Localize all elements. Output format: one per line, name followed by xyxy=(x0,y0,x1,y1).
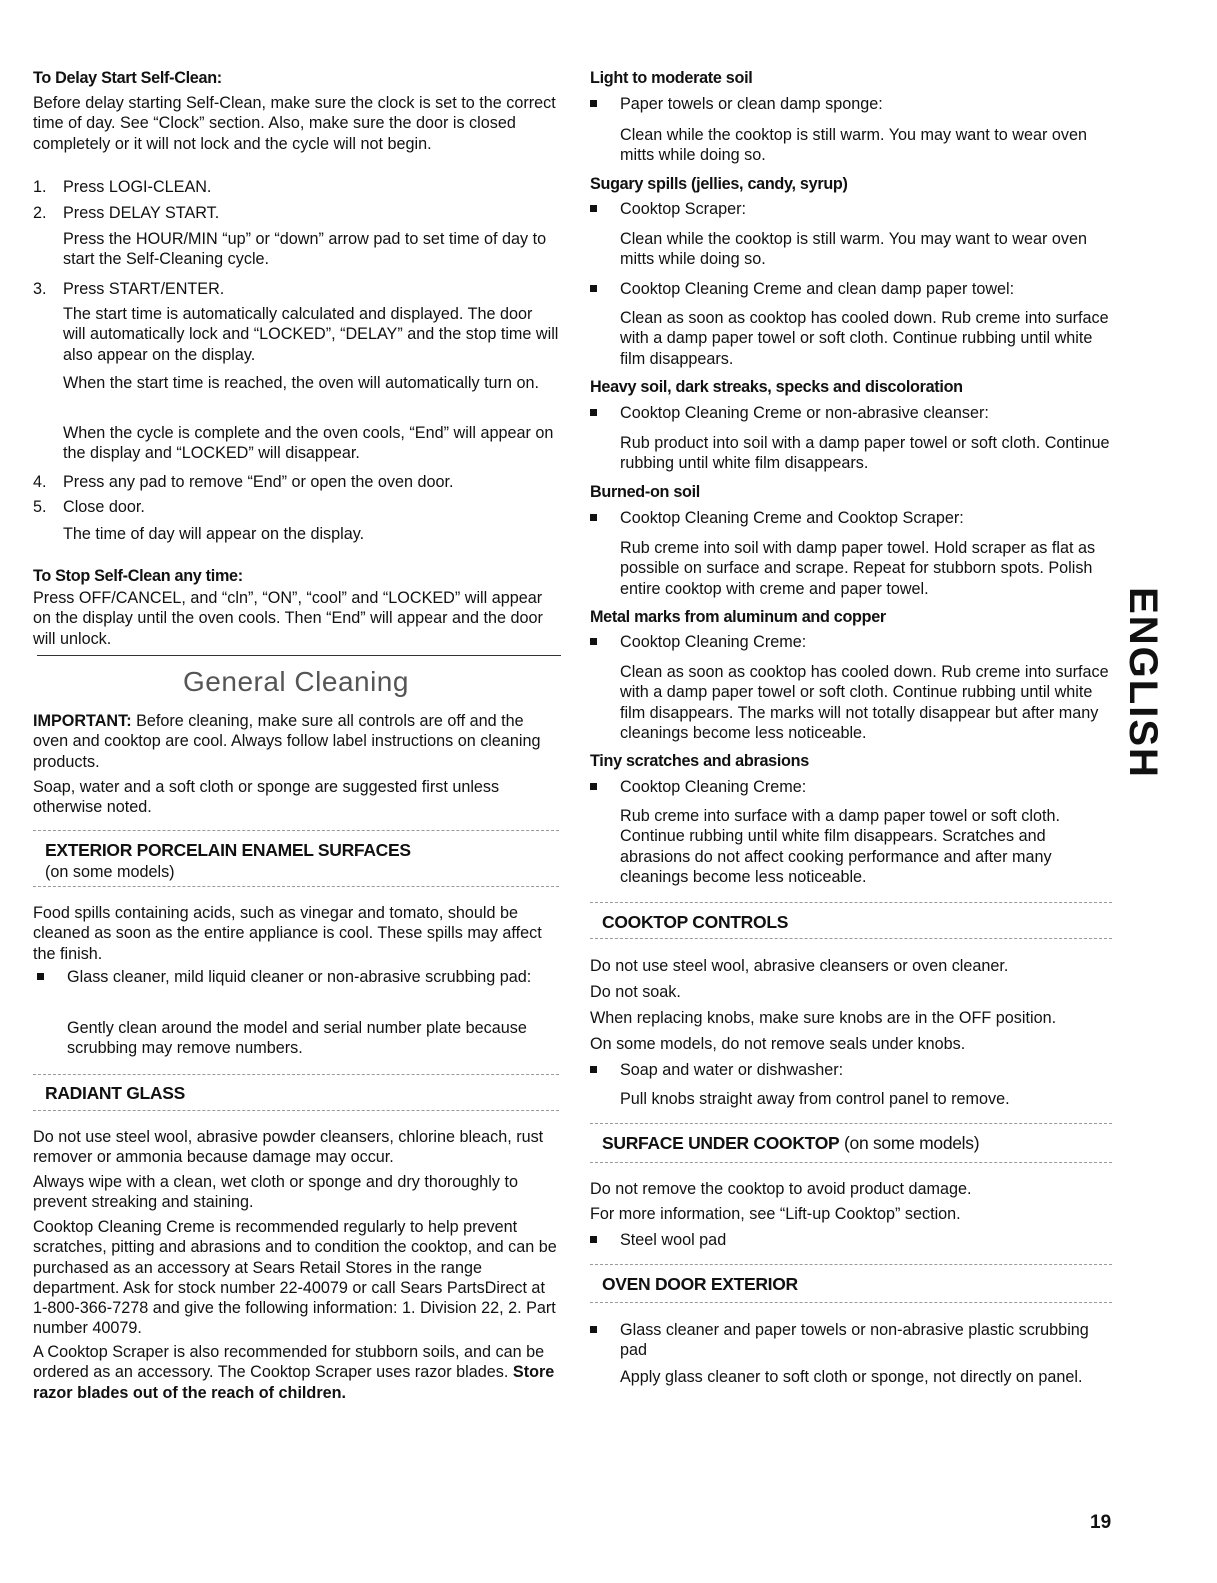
bullet-square-icon xyxy=(590,1326,597,1333)
stop-clean-heading: To Stop Self-Clean any time: xyxy=(33,567,243,585)
bullet-square-icon xyxy=(590,783,597,790)
bullet-text: Soap and water or dishwasher: xyxy=(620,1061,844,1079)
box-rule-top xyxy=(590,1264,1112,1265)
sugary-note-2: Clean as soon as cooktop has cooled down. Rub creme into surface with a damp paper towel or soft cloth. Continue rubbing until white film disappears. xyxy=(620,309,1109,368)
step-number: 3. xyxy=(33,280,47,298)
bullet-square-icon xyxy=(590,1236,597,1243)
surface-title-text: SURFACE UNDER COOKTOP xyxy=(602,1133,840,1153)
general-cleaning-title: General Cleaning xyxy=(183,666,409,697)
delay-start-intro: Before delay starting Self-Clean, make sure the clock is set to the correct time of day. See “Clock” section. Also, make sure the door is closed completely or it will not lock and the cycle will not begin. xyxy=(33,94,556,153)
sugary-bullet-1 xyxy=(590,199,1112,219)
bullet-square-icon xyxy=(590,638,597,645)
burned-soil-note: Rub creme into soil with damp paper towel. Hold scraper as flat as possible on surface and scrape. Repeat for stubborn spots. Polish entire cooktop with creme and paper towel. xyxy=(620,539,1096,598)
bullet-square-icon xyxy=(590,100,597,107)
burned-soil-heading: Burned-on soil xyxy=(590,483,701,501)
door-note: Apply glass cleaner to soft cloth or sponge, not directly on panel. xyxy=(620,1368,1083,1386)
step-text: Press DELAY START. xyxy=(63,204,220,222)
page-number: 19 xyxy=(1090,1512,1112,1533)
step-number: 1. xyxy=(33,178,47,196)
cooktop-controls-title: COOKTOP CONTROLS xyxy=(602,912,789,932)
bullet-text: Cooktop Scraper: xyxy=(620,200,746,218)
step-text: Press any pad to remove “End” or open the oven door. xyxy=(63,473,454,491)
surface-under-cooktop-title xyxy=(602,1133,979,1153)
step-5-note: The time of day will appear on the display. xyxy=(63,525,365,543)
surface-paragraph-1: Do not remove the cooktop to avoid product damage. xyxy=(590,1180,972,1198)
surface-bullet xyxy=(590,1230,1112,1250)
step-text: Press START/ENTER. xyxy=(63,280,225,298)
bullet-text: Steel wool pad xyxy=(620,1231,727,1249)
burned-soil-bullet xyxy=(590,508,1112,528)
radiant-paragraph-3: Cooktop Cleaning Creme is recommended regularly to help prevent scratches, pitting and abrasions and to condition the cooktop, and can be purchased as an accessory at Sears Retail Stores in the range department. Ask for stock number 22-40079 or call Sears PartsDirect at 1-800-366-7278 and give the following information: 1. Division 22, 2. Part number 40079. xyxy=(33,1218,557,1338)
box-rule-bottom xyxy=(33,1110,559,1111)
controls-paragraph-2: Do not soak. xyxy=(590,983,681,1001)
bullet-text: Cooktop Cleaning Creme: xyxy=(620,778,807,796)
bullet-text: Glass cleaner, mild liquid cleaner or non-abrasive scrubbing pad: xyxy=(67,968,532,986)
bullet-text: Cooktop Cleaning Creme: xyxy=(620,633,807,651)
step-number: 5. xyxy=(33,498,47,516)
door-bullet xyxy=(590,1320,1112,1361)
step-3 xyxy=(33,279,559,299)
bullet-square-icon xyxy=(37,973,44,980)
surface-paragraph-2: For more information, see “Lift-up Cooktop” section. xyxy=(590,1205,961,1223)
step-text: Close door. xyxy=(63,498,145,516)
radiant-p4-text: A Cooktop Scraper is also recommended for stubborn soils, and can be ordered as an accessory. The Cooktop Scraper uses razor blades. xyxy=(33,1343,545,1382)
radiant-paragraph-2: Always wipe with a clean, wet cloth or sponge and dry thoroughly to prevent streaking and staining. xyxy=(33,1173,518,1212)
bullet-text: Cooktop Cleaning Creme and Cooktop Scraper: xyxy=(620,509,964,527)
razor-warning: Store razor blades out of the reach of children. xyxy=(33,1363,555,1402)
step-number: 2. xyxy=(33,204,47,222)
bullet-text: Paper towels or clean damp sponge: xyxy=(620,95,883,113)
step-3-note: When the start time is reached, the oven will automatically turn on. xyxy=(63,374,539,392)
tiny-scratches-heading: Tiny scratches and abrasions xyxy=(590,752,809,770)
controls-paragraph-3: When replacing knobs, make sure knobs are in the OFF position. xyxy=(590,1009,1057,1027)
box-rule-bottom xyxy=(590,1302,1112,1303)
step-text: Press LOGI-CLEAN. xyxy=(63,178,212,196)
exterior-bullet-note: Gently clean around the model and serial number plate because scrubbing may remove numbers. xyxy=(67,1019,527,1058)
controls-paragraph-1: Do not use steel wool, abrasive cleansers or oven cleaner. xyxy=(590,957,1009,975)
bullet-square-icon xyxy=(590,1066,597,1073)
bullet-text: Cooktop Cleaning Creme or non-abrasive cleanser: xyxy=(620,404,989,422)
heavy-soil-bullet xyxy=(590,403,1112,423)
step-2 xyxy=(33,203,559,223)
metal-marks-note: Clean as soon as cooktop has cooled down. Rub creme into surface with a damp paper towel or soft cloth. Continue rubbing until white film disappears. The marks will not totally disappear but after many cleanings become less noticeable. xyxy=(620,663,1109,742)
step-1 xyxy=(33,177,559,197)
tiny-scratches-note: Rub creme into surface with a damp paper towel or soft cloth. Continue rubbing until white film disappears. Scratches and abrasions do not affect cooking performance and after many cleanings become less noticeable. xyxy=(620,807,1060,886)
radiant-paragraph-4 xyxy=(33,1342,559,1403)
box-rule-top xyxy=(33,1074,559,1075)
box-rule-bottom xyxy=(590,1162,1112,1163)
exterior-porcelain-title: EXTERIOR PORCELAIN ENAMEL SURFACES xyxy=(45,840,411,860)
box-rule-bottom xyxy=(590,938,1112,939)
box-rule-top xyxy=(33,830,559,831)
step-4 xyxy=(33,472,559,492)
step-2-note: Press the HOUR/MIN “up” or “down” arrow pad to set time of day to start the Self-Cleaning cycle. xyxy=(63,230,547,269)
controls-paragraph-4: On some models, do not remove seals under knobs. xyxy=(590,1035,966,1053)
light-soil-note: Clean while the cooktop is still warm. You may want to wear oven mitts while doing so. xyxy=(620,126,1087,165)
step-3-note: When the cycle is complete and the oven cools, “End” will appear on the display and “LOCKED” will disappear. xyxy=(63,424,554,463)
light-soil-heading: Light to moderate soil xyxy=(590,69,753,87)
step-3-note: The start time is automatically calculated and displayed. The door will automatically lock and “LOCKED”, “DELAY” and the stop time will also appear on the display. xyxy=(63,305,559,364)
radiant-paragraph-1: Do not use steel wool, abrasive powder cleansers, chlorine bleach, rust remover or ammonia because damage may occur. xyxy=(33,1128,544,1167)
bullet-text: Cooktop Cleaning Creme and clean damp paper towel: xyxy=(620,280,1015,298)
heavy-soil-heading: Heavy soil, dark streaks, specks and discoloration xyxy=(590,378,963,396)
exterior-text: Food spills containing acids, such as vinegar and tomato, should be cleaned as soon as the entire appliance is cool. These spills may affect the finish. xyxy=(33,904,542,963)
side-tab-label: ENGLISH xyxy=(1121,587,1166,779)
box-rule-top xyxy=(590,902,1112,903)
bullet-text: Glass cleaner and paper towels or non-abrasive plastic scrubbing pad xyxy=(620,1321,1089,1360)
light-soil-bullet xyxy=(590,94,1112,114)
box-rule-bottom xyxy=(33,886,559,887)
bullet-square-icon xyxy=(590,205,597,212)
important-paragraph xyxy=(33,711,559,772)
controls-bullet xyxy=(590,1060,1112,1080)
sugary-note-1: Clean while the cooktop is still warm. You may want to wear oven mitts while doing so. xyxy=(620,230,1087,269)
bullet-square-icon xyxy=(590,514,597,521)
surface-title-sub: (on some models) xyxy=(839,1133,980,1153)
metal-marks-heading: Metal marks from aluminum and copper xyxy=(590,608,886,626)
oven-door-exterior-title: OVEN DOOR EXTERIOR xyxy=(602,1274,798,1294)
language-side-tab xyxy=(1121,568,1166,798)
bullet-square-icon xyxy=(590,285,597,292)
controls-note: Pull knobs straight away from control panel to remove. xyxy=(620,1090,1010,1108)
important-label: IMPORTANT: xyxy=(33,712,132,730)
bullet-square-icon xyxy=(590,409,597,416)
delay-start-heading: To Delay Start Self-Clean: xyxy=(33,69,222,87)
sugary-spills-heading: Sugary spills (jellies, candy, syrup) xyxy=(590,175,848,193)
step-number: 4. xyxy=(33,473,47,491)
exterior-bullet xyxy=(37,967,559,987)
stop-clean-text: Press OFF/CANCEL, and “cln”, “ON”, “cool” and “LOCKED” will appear on the display until the oven cools. Then “End” will appear and the door will unlock. xyxy=(33,589,543,648)
metal-marks-bullet xyxy=(590,632,1112,652)
radiant-glass-title: RADIANT GLASS xyxy=(45,1083,185,1103)
soap-paragraph: Soap, water and a soft cloth or sponge are suggested first unless otherwise noted. xyxy=(33,778,500,817)
exterior-porcelain-subtitle: (on some models) xyxy=(45,863,175,881)
sugary-bullet-2 xyxy=(590,279,1112,299)
step-5 xyxy=(33,497,559,517)
tiny-scratches-bullet xyxy=(590,777,1112,797)
important-text: Before cleaning, make sure all controls are off and the oven and cooktop are cool. Always follow label instructions on cleaning products. xyxy=(33,712,541,771)
section-divider xyxy=(37,655,561,656)
box-rule-top xyxy=(590,1123,1112,1124)
heavy-soil-note: Rub product into soil with a damp paper towel or soft cloth. Continue rubbing until white film disappears. xyxy=(620,434,1110,473)
